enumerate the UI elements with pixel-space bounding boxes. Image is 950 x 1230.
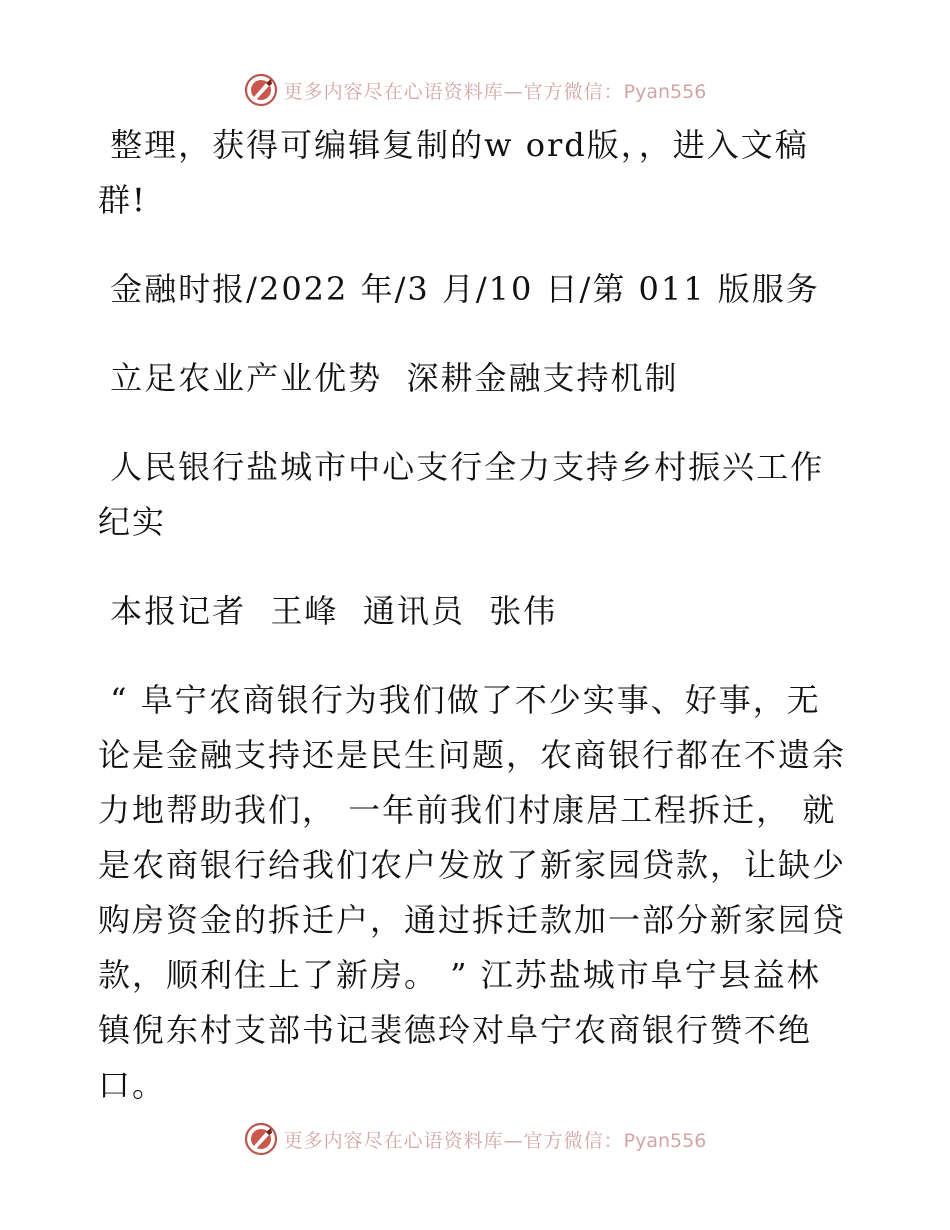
page-header xyxy=(0,70,950,110)
article-subheadline: 纪实 xyxy=(98,503,167,541)
paragraph-line: “ 阜宁农商银行为我们做了不少实事、好事，无 xyxy=(98,681,821,719)
footer-banner xyxy=(244,1122,707,1156)
article-subheadline: 人民银行盐城市中心支行全力支持乡村振兴工作 xyxy=(98,448,825,486)
source-line: 金融时报/2022 年/3 月/10 日/第 011 版服务 xyxy=(98,270,820,308)
quill-logo-icon xyxy=(244,73,278,107)
paragraph-line: 是农商银行给我们农户发放了新家园贷款，让缺少 xyxy=(98,846,847,884)
intro-line: 群! xyxy=(98,181,147,219)
paragraph-line: 款，顺利住上了新房。 ” 江苏盐城市阜宁县益林 xyxy=(98,956,821,994)
document-body xyxy=(98,118,850,1113)
quill-logo-icon xyxy=(244,1122,278,1156)
paragraph-line: 口。 xyxy=(98,1066,167,1104)
paragraph-line: 购房资金的拆迁户，通过拆迁款加一部分新家园贷 xyxy=(98,901,847,939)
header-wechat-handle: Pyan556 xyxy=(623,80,707,103)
intro-line: 整理，获得可编辑复制的w ord版，，进入文稿 xyxy=(98,126,809,164)
page-footer xyxy=(0,1119,950,1159)
header-banner-text: 更多内容尽在心语资料库—官方微信：Pyan556 xyxy=(283,80,707,103)
footer-banner-text: 更多内容尽在心语资料库—官方微信：Pyan556 xyxy=(283,1129,707,1152)
paragraph-line: 力地帮助我们， 一年前我们村康居工程拆迁， 就 xyxy=(98,791,837,829)
article-byline: 本报记者 王峰 通讯员 张伟 xyxy=(98,592,558,630)
header-banner xyxy=(244,73,707,107)
article-headline: 立足农业产业优势 深耕金融支持机制 xyxy=(98,359,679,397)
footer-wechat-handle: Pyan556 xyxy=(623,1129,707,1152)
paragraph-line: 论是金融支持还是民生问题，农商银行都在不遗余 xyxy=(98,736,847,774)
paragraph-line: 镇倪东村支部书记裴德玲对阜宁农商银行赞不绝 xyxy=(98,1011,813,1049)
